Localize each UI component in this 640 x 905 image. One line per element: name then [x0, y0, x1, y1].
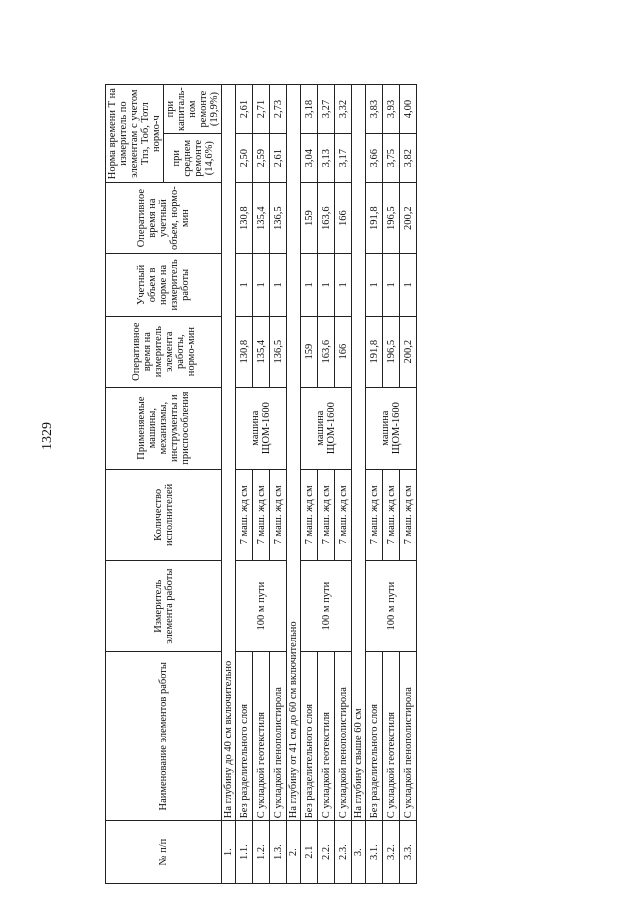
row-name: С укладкой пенополистирола — [335, 652, 352, 821]
row-cap: 4,00 — [400, 85, 417, 134]
table-row — [318, 85, 335, 884]
row-workers: 7 маш. жд см — [366, 469, 383, 560]
row-op-time-norm: 196,5 — [383, 183, 400, 254]
row-volume: 1 — [301, 254, 318, 317]
row-mid: 3,66 — [366, 134, 383, 183]
row-volume: 1 — [253, 254, 270, 317]
row-meter: 100 м пути — [366, 561, 417, 652]
row-mid: 3,04 — [301, 134, 318, 183]
rotated-table-container — [105, 84, 450, 884]
row-meter: 100 м пути — [301, 561, 352, 652]
row-volume: 1 — [383, 254, 400, 317]
row-op-time-norm: 135,4 — [253, 183, 270, 254]
row-num: 3.1. — [366, 821, 383, 884]
row-mid: 3,13 — [318, 134, 335, 183]
row-cap: 2,61 — [236, 85, 253, 134]
group-title: На глубину свыше 60 см — [352, 85, 366, 821]
row-workers: 7 маш. жд см — [383, 469, 400, 560]
table-row — [270, 85, 287, 884]
row-machine: машина ЩОМ-1600 — [366, 387, 417, 469]
row-name: С укладкой геотекстиля — [253, 652, 270, 821]
row-op-time-norm: 136,5 — [270, 183, 287, 254]
row-volume: 1 — [400, 254, 417, 317]
row-num: 3.3. — [400, 821, 417, 884]
row-mid: 2,59 — [253, 134, 270, 183]
table-row — [301, 85, 318, 884]
row-num: 2.2. — [318, 821, 335, 884]
group-num: 3. — [352, 821, 366, 884]
header-norm-time: Норма времени Т на измеритель по элементам с учетом Тпз, Тоб, Тотл нормо-ч — [106, 85, 164, 183]
row-name: С укладкой пенополистирола — [400, 652, 417, 821]
row-op-time-norm: 166 — [335, 183, 352, 254]
row-op-time: 200,2 — [400, 316, 417, 387]
group-title: На глубину от 41 см до 60 см включительно — [287, 85, 301, 821]
row-op-time: 191,8 — [366, 316, 383, 387]
row-op-time-norm: 159 — [301, 183, 318, 254]
row-name: Без разделительного слоя — [366, 652, 383, 821]
header-num: № п/п — [106, 821, 222, 884]
header-machines: Применяемые машины, механизмы, инструменты и приспособления — [106, 387, 222, 469]
table-row — [236, 85, 253, 884]
row-mid: 3,75 — [383, 134, 400, 183]
row-volume: 1 — [318, 254, 335, 317]
row-name: С укладкой геотекстиля — [383, 652, 400, 821]
row-machine: машина ЩОМ-1600 — [301, 387, 352, 469]
row-cap: 2,73 — [270, 85, 287, 134]
row-op-time: 166 — [335, 316, 352, 387]
header-volume: Учетный объем в норме на измеритель работы — [106, 254, 222, 317]
row-volume: 1 — [236, 254, 253, 317]
row-workers: 7 маш. жд см — [301, 469, 318, 560]
group-num: 1. — [222, 821, 236, 884]
row-op-time: 159 — [301, 316, 318, 387]
group-row — [287, 85, 301, 884]
norms-table — [105, 84, 417, 884]
row-workers: 7 маш. жд см — [335, 469, 352, 560]
header-meter: Измеритель элемента работы — [106, 561, 222, 652]
table-row — [366, 85, 383, 884]
row-volume: 1 — [335, 254, 352, 317]
row-cap: 3,27 — [318, 85, 335, 134]
row-mid: 3,17 — [335, 134, 352, 183]
row-num: 2.1 — [301, 821, 318, 884]
table-row — [253, 85, 270, 884]
row-num: 1.2. — [253, 821, 270, 884]
row-num: 3.2. — [383, 821, 400, 884]
row-workers: 7 маш. жд см — [400, 469, 417, 560]
row-num: 2.3. — [335, 821, 352, 884]
row-cap: 3,93 — [383, 85, 400, 134]
row-name: Без разделительного слоя — [301, 652, 318, 821]
row-cap: 3,83 — [366, 85, 383, 134]
header-cap-repair: при капиталь-ном ремонте (19,9%) — [164, 85, 222, 134]
row-workers: 7 маш. жд см — [318, 469, 335, 560]
row-mid: 2,61 — [270, 134, 287, 183]
row-workers: 7 маш. жд см — [253, 469, 270, 560]
table-row — [335, 85, 352, 884]
row-op-time: 130,8 — [236, 316, 253, 387]
row-volume: 1 — [270, 254, 287, 317]
row-op-time-norm: 191,8 — [366, 183, 383, 254]
header-op-time: Оперативное время на измеритель элемента работы, нормо-мин — [106, 316, 222, 387]
row-workers: 7 маш. жд см — [236, 469, 253, 560]
group-row — [222, 85, 236, 884]
row-op-time: 135,4 — [253, 316, 270, 387]
header-name: Наименование элементов работы — [106, 652, 222, 821]
group-num: 2. — [287, 821, 301, 884]
row-cap: 2,71 — [253, 85, 270, 134]
row-name: С укладкой геотекстиля — [318, 652, 335, 821]
row-workers: 7 маш. жд см — [270, 469, 287, 560]
row-num: 1.1. — [236, 821, 253, 884]
row-volume: 1 — [366, 254, 383, 317]
table-row — [400, 85, 417, 884]
row-meter: 100 м пути — [236, 561, 287, 652]
row-op-time: 196,5 — [383, 316, 400, 387]
row-num: 1.3. — [270, 821, 287, 884]
page-number: 1329 — [40, 422, 55, 450]
table-row — [383, 85, 400, 884]
row-machine: машина ЩОМ-1600 — [236, 387, 287, 469]
row-op-time-norm: 163,6 — [318, 183, 335, 254]
row-cap: 3,32 — [335, 85, 352, 134]
row-op-time-norm: 130,8 — [236, 183, 253, 254]
group-title: На глубину до 40 см включительно — [222, 85, 236, 821]
row-name: С укладкой пенополистирола — [270, 652, 287, 821]
row-mid: 2,50 — [236, 134, 253, 183]
group-row — [352, 85, 366, 884]
row-mid: 3,82 — [400, 134, 417, 183]
row-op-time-norm: 200,2 — [400, 183, 417, 254]
header-op-time-norm: Оперативное время на учетный объем, нормо-мин — [106, 183, 222, 254]
row-cap: 3,18 — [301, 85, 318, 134]
row-name: Без разделительного слоя — [236, 652, 253, 821]
header-workers: Количество исполнителей — [106, 469, 222, 560]
header-mid-repair: при среднем ремонте (14,6%) — [164, 134, 222, 183]
row-op-time: 163,6 — [318, 316, 335, 387]
row-op-time: 136,5 — [270, 316, 287, 387]
table-body — [222, 85, 417, 884]
